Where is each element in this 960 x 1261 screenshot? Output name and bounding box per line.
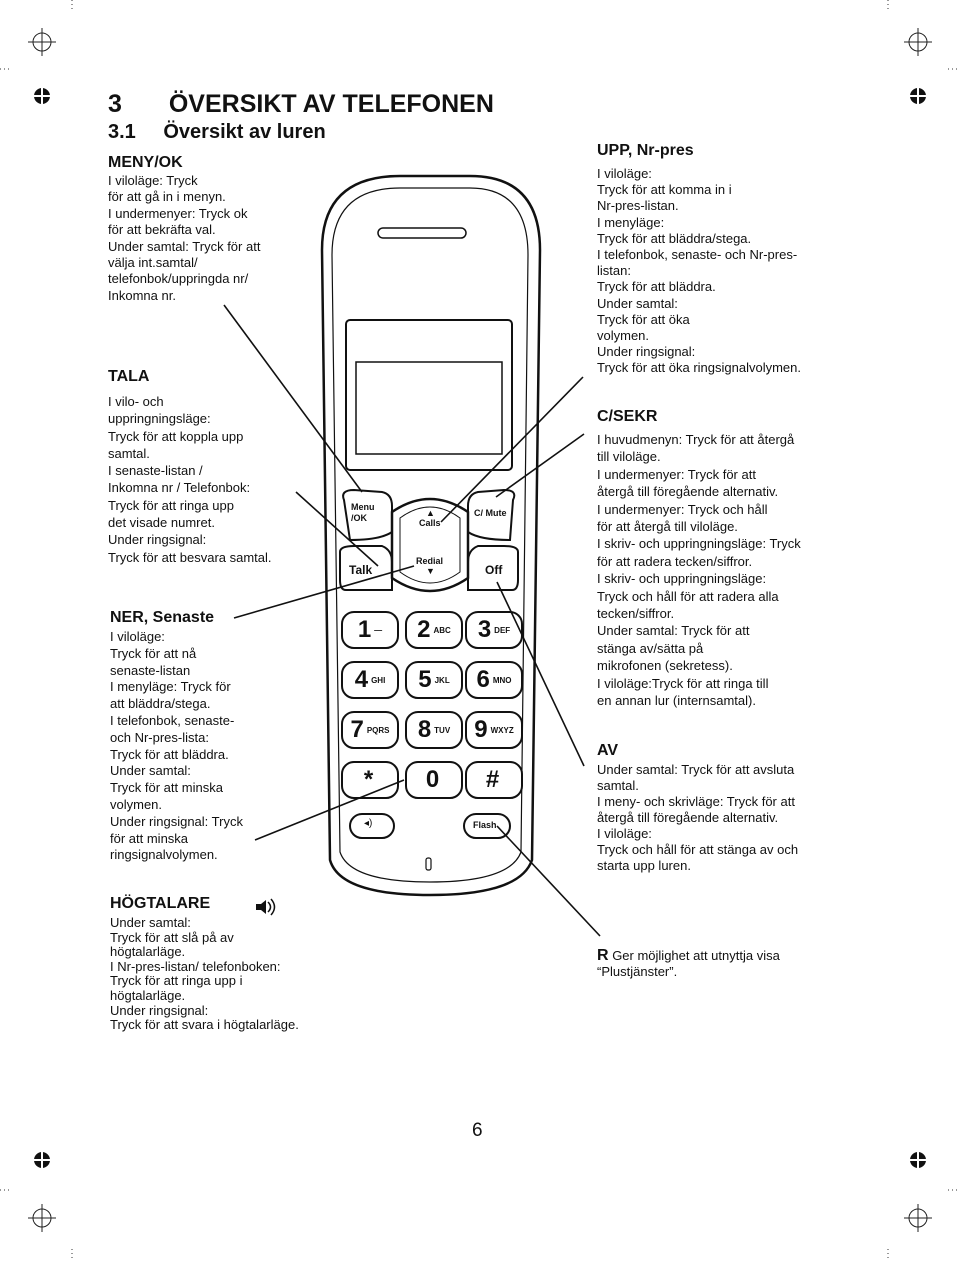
r-line-1: Ger möjlighet att utnyttja visa — [612, 948, 780, 963]
text-line: tecken/siffror. — [597, 606, 675, 622]
hogtalare-text — [110, 916, 299, 1033]
text-line: I undermenyer: Tryck och håll — [597, 501, 768, 517]
text-line: en annan lur (internsamtal). — [597, 693, 756, 709]
key-digit: 9 — [474, 716, 488, 743]
text-line: I senaste-listan / — [108, 463, 203, 479]
keypad-key-4 — [342, 662, 398, 698]
down-arrow-icon: ▼ — [426, 566, 435, 576]
text-line: I viloläge:Tryck för att ringa till — [597, 675, 769, 691]
keypad-key-star — [342, 762, 398, 798]
text-line: Tryck för att bläddra. — [110, 746, 229, 762]
key-digit: 3 — [477, 616, 492, 643]
text-line: Tryck för att komma in i — [597, 182, 732, 198]
text-line: Tryck för att ringa upp i — [110, 973, 243, 989]
text-line: högtalarläge. — [110, 987, 186, 1003]
text-line: I telefonbok, senaste- — [110, 712, 235, 728]
section-number: 3.1 — [108, 121, 136, 143]
key-digit: 2 — [417, 616, 431, 643]
text-line: telefonbok/uppringda nr/ — [108, 271, 249, 287]
key-letters: ABC — [433, 625, 451, 635]
text-line: Tryck för att öka — [597, 311, 690, 327]
text-line: I huvudmenyn: Tryck för att återgå — [597, 432, 795, 447]
tala-title: TALA — [108, 368, 150, 385]
text-line: återgå till föregående alternativ. — [597, 810, 779, 825]
meny-ok-title: MENY/OK — [108, 154, 183, 171]
text-line: Tryck för att slå på av — [110, 929, 234, 945]
text-line: Inkomna nr. — [108, 287, 176, 303]
text-line: I viloläge: — [597, 826, 652, 841]
key-digit: 7 — [350, 716, 364, 743]
text-line: Tryck för att svara i högtalarläge. — [110, 1017, 299, 1033]
text-line: Tryck för att minska — [110, 780, 223, 796]
text-line: Under ringsignal: — [108, 532, 207, 548]
text-line: I viloläge: — [597, 166, 652, 181]
text-line: senaste-listan — [110, 662, 191, 678]
text-line: för att gå in i menyn. — [108, 189, 226, 205]
key-digit: 8 — [417, 716, 432, 743]
key-digit: 6 — [476, 666, 490, 693]
text-line: för att bekräfta val. — [108, 222, 216, 238]
keypad-key-5 — [406, 662, 462, 698]
tala-text — [108, 393, 272, 566]
text-line: I meny- och skrivläge: Tryck för att — [597, 794, 795, 809]
text-line: för att minska — [110, 830, 189, 846]
text-line: Tryck för att bläddra. — [597, 279, 716, 295]
key-letters: GHI — [371, 675, 386, 685]
text-line: Tryck och håll för att radera alla — [597, 588, 779, 604]
key-digit: 4 — [354, 666, 369, 693]
ner-senaste-text — [110, 629, 243, 864]
r-letter: R — [597, 947, 609, 964]
text-line: listan: — [597, 263, 631, 279]
key-letters: PQRS — [366, 725, 390, 735]
keypad-key-2 — [406, 612, 462, 648]
text-line: för att återgå till viloläge. — [597, 519, 738, 535]
keypad-key-9 — [466, 712, 522, 748]
keypad-key-1 — [342, 612, 398, 648]
av-title: AV — [597, 742, 619, 759]
flash-key-label: Flash — [473, 820, 497, 830]
text-line: I vilo- och — [108, 394, 164, 409]
text-line: volymen. — [110, 796, 163, 812]
keypad-key-8 — [406, 712, 462, 748]
chapter-number: 3 — [108, 90, 122, 118]
text-line: mikrofonen (sekretess). — [597, 658, 733, 674]
text-line: I Nr-pres-listan/ telefonboken: — [110, 958, 281, 974]
text-line: det visade numret. — [108, 515, 215, 531]
key-digit: 0 — [425, 766, 440, 793]
text-line: Under samtal: — [110, 915, 191, 930]
text-line: Inkomna nr / Telefonbok: — [108, 480, 251, 496]
text-line: volymen. — [597, 328, 650, 344]
text-line: Under samtal: — [110, 763, 191, 779]
text-line: välja int.samtal/ — [108, 255, 198, 271]
key-letters: WXYZ — [490, 725, 514, 735]
key-digit: 1 — [357, 616, 372, 643]
text-line: I telefonbok, senaste- och Nr-pres- — [597, 247, 798, 263]
c-sekr-text — [597, 431, 801, 710]
text-line: Tryck för att ringa upp — [108, 497, 234, 513]
key-letters: — — [374, 625, 383, 635]
off-key-label: Off — [485, 563, 503, 577]
text-line: starta upp luren. — [597, 858, 691, 873]
text-line: I skriv- och uppringningsläge: — [597, 571, 767, 587]
key-digit: * — [363, 766, 374, 793]
speaker-icon — [256, 899, 275, 915]
text-line: Tryck för att öka ringsignalvolymen. — [597, 360, 801, 376]
section-heading — [108, 121, 326, 144]
upp-nrpres-text — [597, 166, 801, 377]
up-arrow-icon: ▲ — [426, 508, 435, 518]
text-line: Under ringsignal: — [110, 1002, 209, 1018]
redial-key-label: Redial — [416, 556, 444, 566]
text-line: Tryck för att nå — [110, 645, 197, 661]
text-line: I viloläge: Tryck — [108, 173, 198, 188]
av-text — [597, 762, 798, 874]
meny-ok-text — [108, 173, 260, 304]
talk-key-label: Talk — [349, 563, 373, 577]
keypad-key-3 — [466, 612, 522, 648]
keypad-key-6 — [466, 662, 522, 698]
text-line: stänga av/sätta på — [597, 640, 704, 656]
text-line: I viloläge: — [110, 629, 165, 644]
text-line: I menyläge: Tryck för — [110, 679, 231, 695]
key-letters: DEF — [494, 625, 511, 635]
text-line: ringsignalvolymen. — [110, 847, 218, 863]
text-line: Under samtal: Tryck för att — [597, 623, 750, 639]
text-line: Under samtal: — [597, 295, 678, 311]
page-number: 6 — [472, 1120, 483, 1141]
key-letters: MNO — [492, 675, 512, 685]
key-letters: JKL — [434, 675, 450, 685]
menu-key-label: Menu /OK — [351, 502, 375, 523]
text-line: Tryck för att besvara samtal. — [108, 549, 272, 565]
text-line: Tryck och håll för att stänga av och — [597, 842, 799, 857]
r-note — [597, 948, 780, 981]
calls-key-label: Calls — [419, 518, 441, 528]
text-line: I menyläge: — [597, 214, 665, 230]
ner-senaste-title: NER, Senaste — [110, 609, 215, 626]
text-line: och Nr-pres-lista: — [110, 729, 209, 745]
text-line: samtal. — [597, 778, 639, 793]
text-line: Tryck för att bläddra/stega. — [597, 230, 752, 246]
r-line-2: “Plustjänster”. — [597, 964, 678, 980]
hogtalare-title: HÖGTALARE — [110, 895, 211, 912]
text-line: för att radera tecken/siffror. — [597, 553, 753, 569]
key-digit: # — [485, 766, 500, 793]
mute-key-label: C/ Mute — [474, 508, 507, 518]
key-letters: TUV — [434, 725, 451, 735]
text-line: Nr-pres-listan. — [597, 198, 679, 214]
c-sekr-title: C/SEKR — [597, 408, 658, 425]
text-line: till viloläge. — [597, 449, 661, 465]
keypad-key-hash — [466, 762, 522, 798]
text-line: återgå till föregående alternativ. — [597, 484, 779, 500]
text-line: Under ringsignal: Tryck — [110, 813, 243, 829]
keypad-key-0 — [406, 762, 462, 798]
keypad-key-7 — [342, 712, 398, 748]
chapter-heading — [108, 90, 494, 119]
section-title: Översikt av luren — [163, 121, 326, 143]
text-line: att bläddra/stega. — [110, 696, 211, 712]
text-line: samtal. — [108, 445, 150, 461]
text-line: Tryck för att koppla upp — [108, 428, 244, 444]
text-line: Under samtal: Tryck för att — [108, 238, 261, 254]
text-line: I skriv- och uppringningsläge: Tryck — [597, 536, 801, 552]
text-line: I undermenyer: Tryck ok — [108, 205, 248, 221]
text-line: högtalarläge. — [110, 944, 186, 960]
key-digit: 5 — [418, 666, 432, 693]
text-line: Under samtal: Tryck för att avsluta — [597, 762, 795, 777]
text-line: I undermenyer: Tryck för att — [597, 466, 756, 482]
speaker-key-icon: ◂) — [364, 818, 373, 829]
text-line: uppringningsläge: — [108, 411, 211, 427]
text-line: Under ringsignal: — [597, 344, 696, 360]
chapter-title: ÖVERSIKT AV TELEFONEN — [168, 90, 494, 118]
upp-nrpres-title: UPP, Nr-pres — [597, 142, 694, 159]
